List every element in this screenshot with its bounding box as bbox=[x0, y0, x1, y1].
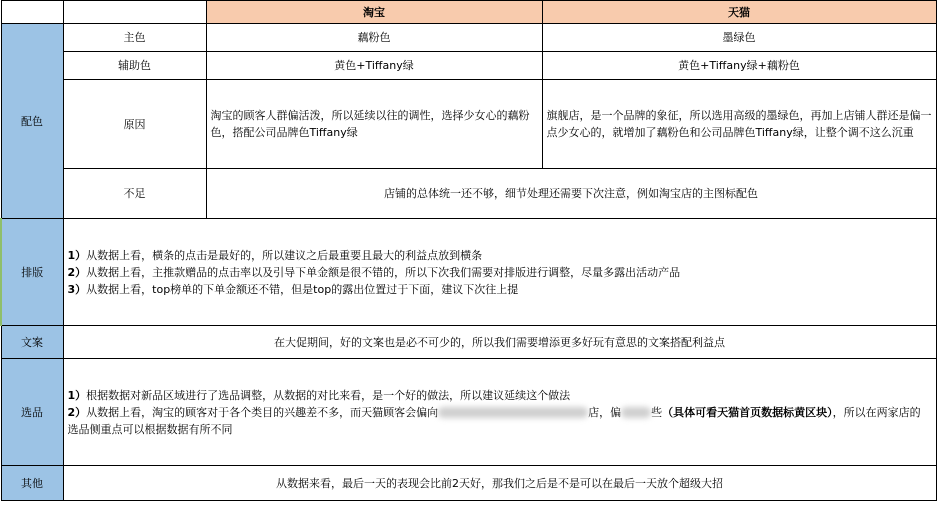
label-shortfall[interactable]: 不足 bbox=[63, 169, 206, 219]
label-accent-color[interactable]: 辅助色 bbox=[63, 52, 206, 80]
category-xuanpin[interactable]: 选品 bbox=[1, 359, 63, 466]
row-xuanpin bbox=[1, 359, 936, 466]
label-main-color[interactable]: 主色 bbox=[63, 24, 206, 52]
header-row bbox=[1, 1, 936, 24]
header-tmall[interactable]: 天猫 bbox=[542, 1, 936, 24]
paiban-content[interactable] bbox=[63, 219, 936, 326]
row-wenan bbox=[1, 326, 936, 359]
row-shortfall bbox=[1, 169, 936, 219]
row-reason bbox=[1, 80, 936, 169]
category-paiban[interactable]: 排版 bbox=[1, 219, 63, 326]
row-accent-color bbox=[1, 52, 936, 80]
paiban-item-2: 2）从数据上看，主推款赠品的点击率以及引导下单金额是很不错的，所以下次我们需要对排版进行调整，尽量多露出活动产品 bbox=[67, 265, 681, 279]
category-peise[interactable]: 配色 bbox=[1, 24, 63, 219]
row-paiban bbox=[1, 219, 936, 326]
tmall-accent-color[interactable]: 黄色+Tiffany绿+藕粉色 bbox=[542, 52, 936, 80]
shortfall-text[interactable]: 店铺的总体统一还不够，细节处理还需要下次注意，例如淘宝店的主图标配色 bbox=[206, 169, 936, 219]
redacted-blur bbox=[438, 407, 588, 418]
xuanpin-item-1: 1）根据数据对新品区域进行了选品调整，从数据的对比来看，是一个好的做法，所以建议延续这个做法 bbox=[67, 388, 571, 402]
qita-text[interactable]: 从数据来看，最后一天的表现会比前2天好，那我们之后是不是可以在最后一天放个超级大招 bbox=[63, 466, 936, 501]
row-main-color bbox=[1, 24, 936, 52]
redacted-blur bbox=[621, 407, 651, 418]
paiban-item-3: 3）从数据上看，top榜单的下单金额还不错，但是top的露出位置过于下面，建议下次往上提 bbox=[67, 282, 519, 296]
label-reason[interactable]: 原因 bbox=[63, 80, 206, 169]
tmall-reason[interactable]: 旗舰店，是一个品牌的象征，所以选用高级的墨绿色，再加上店铺人群还是偏一点少女心的，就增加了藕粉色和公司品牌色Tiffany绿，让整个调不这么沉重 bbox=[542, 80, 936, 169]
taobao-main-color[interactable]: 藕粉色 bbox=[206, 24, 542, 52]
xuanpin-item-2: 2）从数据上看，淘宝的顾客对于各个类目的兴趣差不多，而天猫顾客会偏向 店，偏 些（具体可看天猫首页数据标黄区块），所以在两家店的选品侧重点可以根据数据有所不同 bbox=[67, 405, 921, 436]
paiban-item-1: 1）从数据上看，横条的点击是最好的，所以建议之后最重要且最大的利益点放到横条 bbox=[67, 248, 483, 262]
xuanpin-content[interactable] bbox=[63, 359, 936, 466]
blank-header-cell[interactable] bbox=[63, 1, 206, 24]
taobao-accent-color[interactable]: 黄色+Tiffany绿 bbox=[206, 52, 542, 80]
category-qita[interactable]: 其他 bbox=[1, 466, 63, 501]
corner-cell[interactable] bbox=[1, 1, 63, 24]
tmall-main-color[interactable]: 墨绿色 bbox=[542, 24, 936, 52]
category-wenan[interactable]: 文案 bbox=[1, 326, 63, 359]
taobao-reason[interactable]: 淘宝的顾客人群偏活泼，所以延续以往的调性，选择少女心的藕粉色，搭配公司品牌色Tiffany绿 bbox=[206, 80, 542, 169]
header-taobao[interactable]: 淘宝 bbox=[206, 1, 542, 24]
wenan-text[interactable]: 在大促期间，好的文案也是必不可少的，所以我们需要增添更多好玩有意思的文案搭配利益点 bbox=[63, 326, 936, 359]
row-qita bbox=[1, 466, 936, 501]
